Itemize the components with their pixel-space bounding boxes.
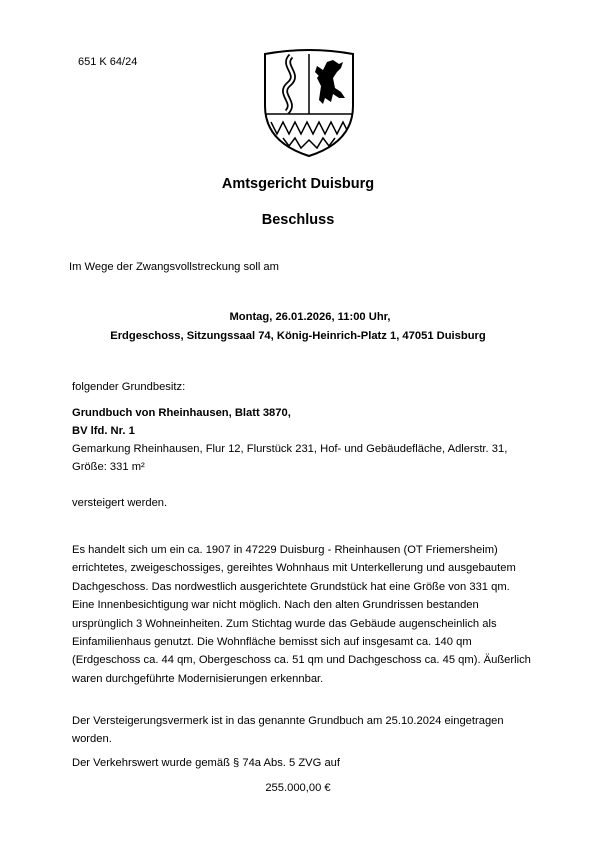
document-title: Beschluss — [261, 212, 335, 228]
auctioned-text: versteigert werden. — [72, 497, 168, 509]
property-label: folgender Grundbesitz: — [72, 381, 186, 393]
parcel-description: Gemarkung Rheinhausen, Flur 12, Flurstück 231, Hof- und Gebäudefläche, Adlerstr. 31, Größe: 331 m² — [72, 443, 508, 474]
property-description: Es handelt sich um ein ca. 1907 in 47229 Duisburg - Rheinhausen (OT Friemersheim) errichtetes, zweigeschossiges, gereihtes Wohnhaus mit Unterkellerung und ausgebautem Dachgeschoss. Das nordwestlich ausgerichtete Grundstück hat eine Größe von 331 qm. Eine Innenbesichtigung war nicht möglich. Nach den alten Grundrissen bestanden ursprünglich 3 Wohneinheiten. Zum Stichtag wurde das Gebäude augenscheinlich als Einfamilienhaus genutzt. Die Wohnfläche bemisst sich auf insgesamt ca. 140 qm (Erdgeschoss ca. 44 qm, Obergeschoss ca. 51 qm und Dachgeschoss ca. 45 qm). Äußerlich waren durchgeführte Modernisierungen erkennbar. — [72, 544, 531, 685]
nrw-coat-of-arms-icon — [261, 48, 357, 158]
file-number: 651 K 64/24 — [78, 56, 138, 68]
appointment-location: Erdgeschoss, Sitzungssaal 74, König-Heinrich-Platz 1, 47051 Duisburg — [110, 330, 486, 342]
court-name: Amtsgericht Duisburg — [221, 176, 375, 192]
market-value-label: Der Verkehrswert wurde gemäß § 74a Abs. 5 ZVG auf — [72, 757, 341, 769]
registration-note: Der Versteigerungsvermerk ist in das genannte Grundbuch am 25.10.2024 eingetragen worden. — [72, 715, 504, 746]
intro-text: Im Wege der Zwangsvollstreckung soll am — [69, 261, 279, 273]
bv-number: BV lfd. Nr. 1 — [72, 425, 135, 437]
land-register: Grundbuch von Rheinhausen, Blatt 3870, — [72, 407, 291, 419]
market-value: 255.000,00 € — [265, 782, 331, 794]
appointment-date: Montag, 26.01.2026, 11:00 Uhr, — [229, 311, 391, 323]
